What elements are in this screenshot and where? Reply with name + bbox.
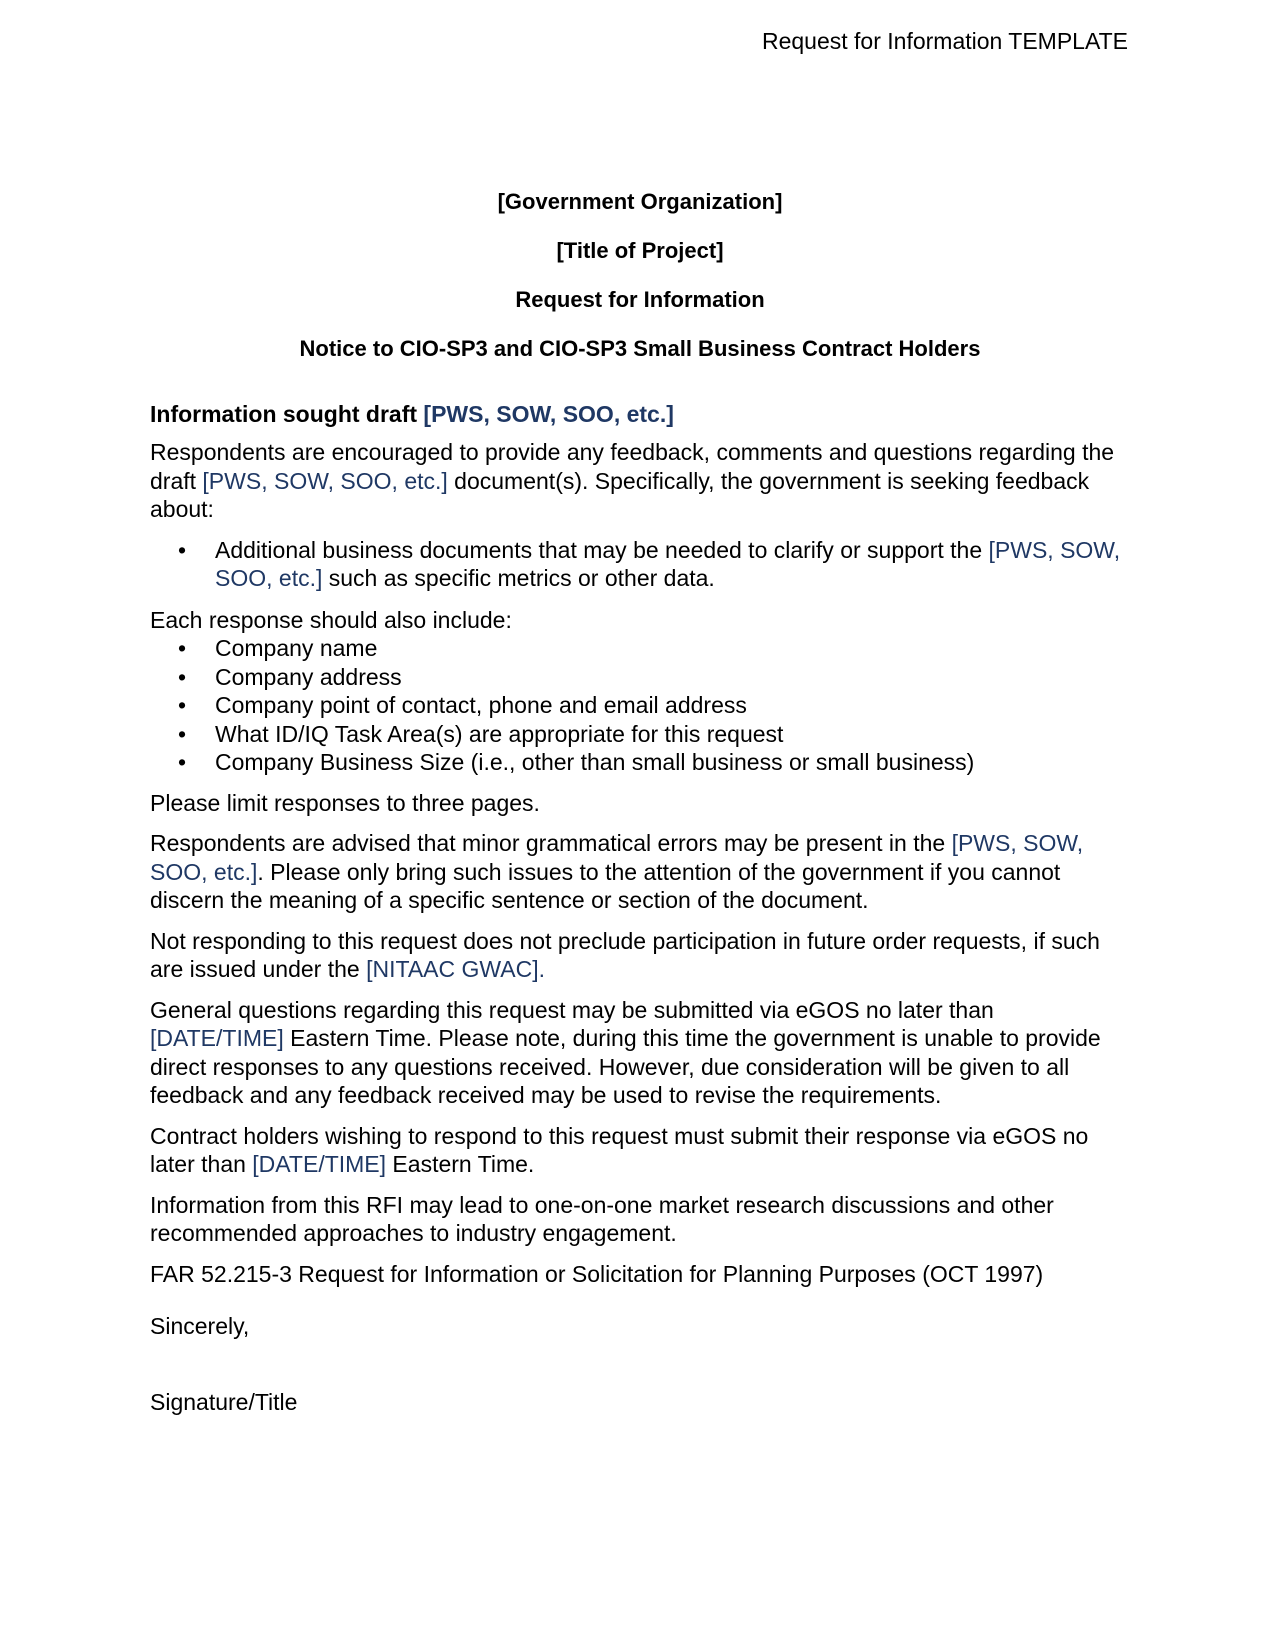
market-research-paragraph: Information from this RFI may lead to one-on-one market research discussions and other recommended approaches to industry engagement.	[150, 1191, 1054, 1246]
questions-placeholder: [DATE/TIME]	[150, 1025, 284, 1051]
submission-text: Contract holders wishing to respond to this request must submit their response via eGOS no later than	[150, 1122, 1089, 1177]
list-item: • Company Business Size (i.e., other than small business or small business)	[150, 748, 1130, 777]
submission-placeholder: [DATE/TIME]	[252, 1151, 387, 1177]
questions-text: General questions regarding this request may be submitted via eGOS no later than	[150, 996, 994, 1023]
list-item: • Company name	[150, 634, 1130, 663]
participation-paragraph	[150, 927, 1130, 984]
feedback-placeholder: [PWS, SOW, SOO, etc.]	[215, 536, 1121, 591]
intro-text: Respondents are encouraged to provide any feedback, comments and questions regarding the draft	[150, 439, 1115, 494]
section-heading	[150, 400, 1130, 428]
participation-placeholder: [NITAAC GWAC].	[366, 956, 545, 982]
title-block	[150, 188, 1130, 363]
intro-placeholder: [PWS, SOW, SOO, etc.]	[202, 467, 448, 494]
feedback-text-end: such as specific metrics or other data.	[322, 565, 715, 591]
list-item: • Company address	[150, 663, 1130, 692]
grammar-text-end: . Please only bring such issues to the attention of the government if you cannot discern the meaning of a specific sentence or section of the document.	[150, 858, 1061, 913]
list-item: • What ID/IQ Task Area(s) are appropriate for this request	[150, 720, 1130, 749]
feedback-text: Additional business documents that may be needed to clarify or support the	[215, 536, 989, 563]
notice-title: Notice to CIO-SP3 and CIO-SP3 Small Business Contract Holders	[299, 336, 981, 361]
section-heading-placeholder: [PWS, SOW, SOO, etc.]	[423, 401, 674, 427]
document-header: Request for Information TEMPLATE	[761, 28, 1128, 54]
questions-text-end: Eastern Time. Please note, during this time the government is unable to provide direct responses to any questions received. However, due consideration will be given to all feedback and any feedback received may be used to revise the requirements.	[150, 1025, 1101, 1108]
grammar-text: Respondents are advised that minor grammatical errors may be present in the	[150, 830, 952, 856]
questions-paragraph	[150, 996, 1130, 1110]
project-title: [Title of Project]	[556, 238, 724, 263]
list-item	[150, 536, 1130, 593]
document-page	[150, 188, 1130, 1416]
response-items-list	[150, 634, 1130, 777]
far-clause: FAR 52.215-3 Request for Information or Solicitation for Planning Purposes (OCT 1997)	[150, 1260, 1044, 1287]
feedback-list	[150, 536, 1130, 593]
grammar-paragraph	[150, 829, 1130, 915]
list-item: • Company point of contact, phone and email address	[150, 691, 1130, 720]
signature-line: Signature/Title	[150, 1389, 298, 1415]
intro-paragraph	[150, 438, 1130, 524]
submission-text-end: Eastern Time.	[386, 1151, 535, 1177]
document-type-title: Request for Information	[515, 287, 765, 312]
response-intro: Each response should also include:	[150, 606, 512, 633]
participation-text: Not responding to this request does not preclude participation in future order requests, if such are issued under the	[150, 927, 1100, 982]
section-heading-text: Information sought draft	[150, 401, 424, 427]
closing-salutation: Sincerely,	[150, 1313, 250, 1339]
grammar-placeholder: [PWS, SOW, SOO, etc.]	[150, 830, 1084, 885]
intro-text-end: document(s). Specifically, the government is seeking feedback about:	[150, 467, 1090, 522]
limit-paragraph: Please limit responses to three pages.	[150, 789, 540, 816]
organization-title: [Government Organization]	[497, 189, 783, 214]
submission-paragraph	[150, 1122, 1130, 1179]
